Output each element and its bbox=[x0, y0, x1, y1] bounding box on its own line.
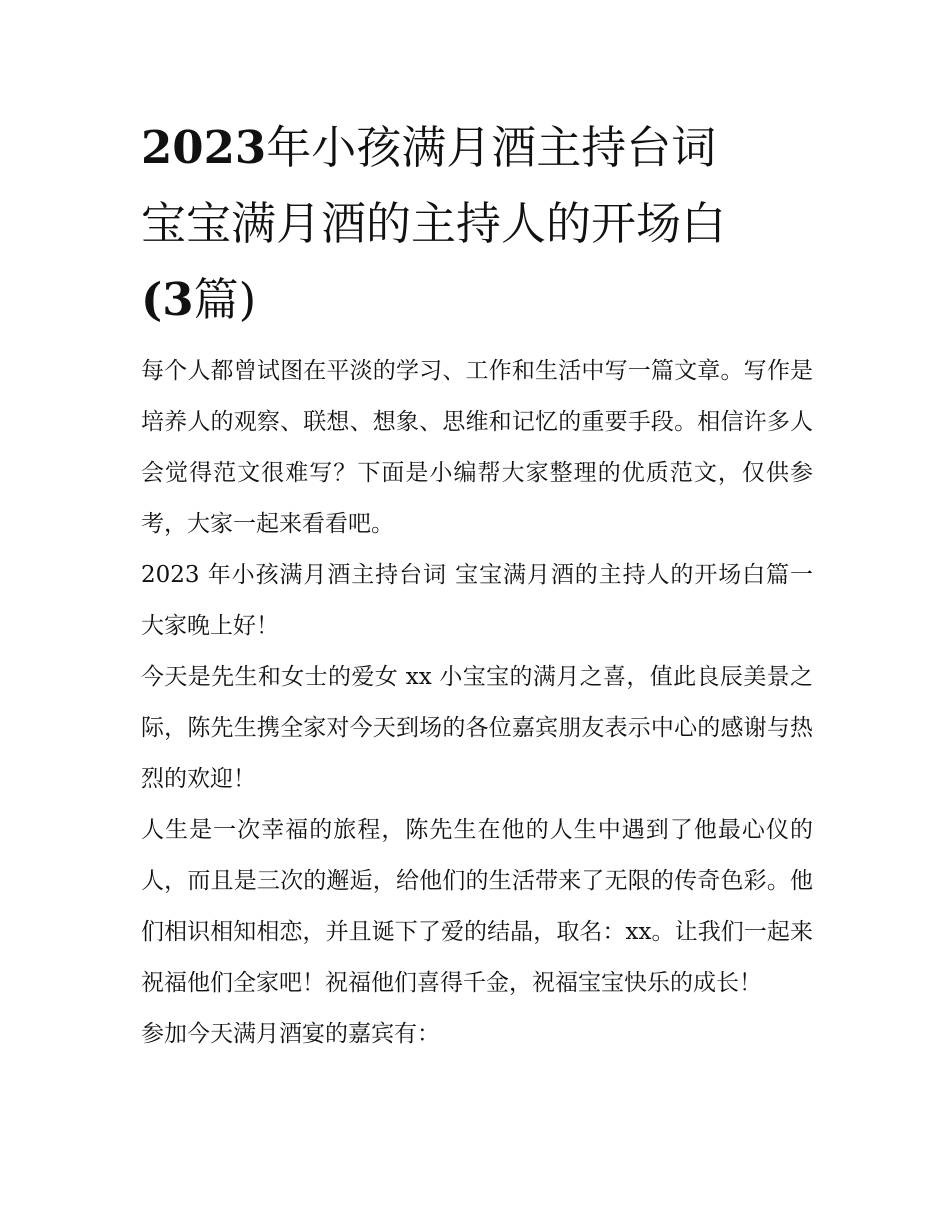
document-title bbox=[141, 110, 813, 338]
body-paragraph: 人生是一次幸福的旅程，陈先生在他的人生中遇到了他最心仪的人，而且是三次的邂逅，给他们的生活带来了无限的传奇色彩。他们相识相知相恋，并且诞下了爱的结晶，取名：xx。让我们一起来祝福他们全家吧！祝福他们喜得千金，祝福宝宝快乐的成长！ bbox=[141, 817, 813, 996]
title-line-1 bbox=[141, 110, 813, 186]
body-paragraph: 参加今天满月酒宴的嘉宾有： bbox=[141, 1021, 440, 1047]
title-count: (3 bbox=[141, 273, 194, 326]
title-line-1-text: 年小孩满月酒主持台词 bbox=[266, 121, 717, 174]
body-paragraph: 今天是先生和女士的爱女 xx 小宝宝的满月之喜，值此良辰美景之际，陈先生携全家对今天到场的各位嘉宾朋友表示中心的感谢与热烈的欢迎！ bbox=[141, 664, 813, 792]
title-line-3 bbox=[141, 262, 813, 338]
intro-paragraph: 每个人都曾试图在平淡的学习、工作和生活中写一篇文章。写作是培养人的观察、联想、想象、思维和记忆的重要手段。相信许多人会觉得范文很难写？下面是小编帮大家整理的优质范文，仅供参考，大家一起来看看吧。 bbox=[141, 358, 813, 537]
title-line-3-text: 篇) bbox=[193, 273, 257, 326]
title-year: 2023 bbox=[141, 121, 267, 174]
section-heading-paragraph: 2023 年小孩满月酒主持台词 宝宝满月酒的主持人的开场白篇一 大家晚上好！ bbox=[141, 562, 813, 639]
title-line-2: 宝宝满月酒的主持人的开场白 bbox=[141, 197, 727, 250]
document-page bbox=[141, 110, 813, 1060]
